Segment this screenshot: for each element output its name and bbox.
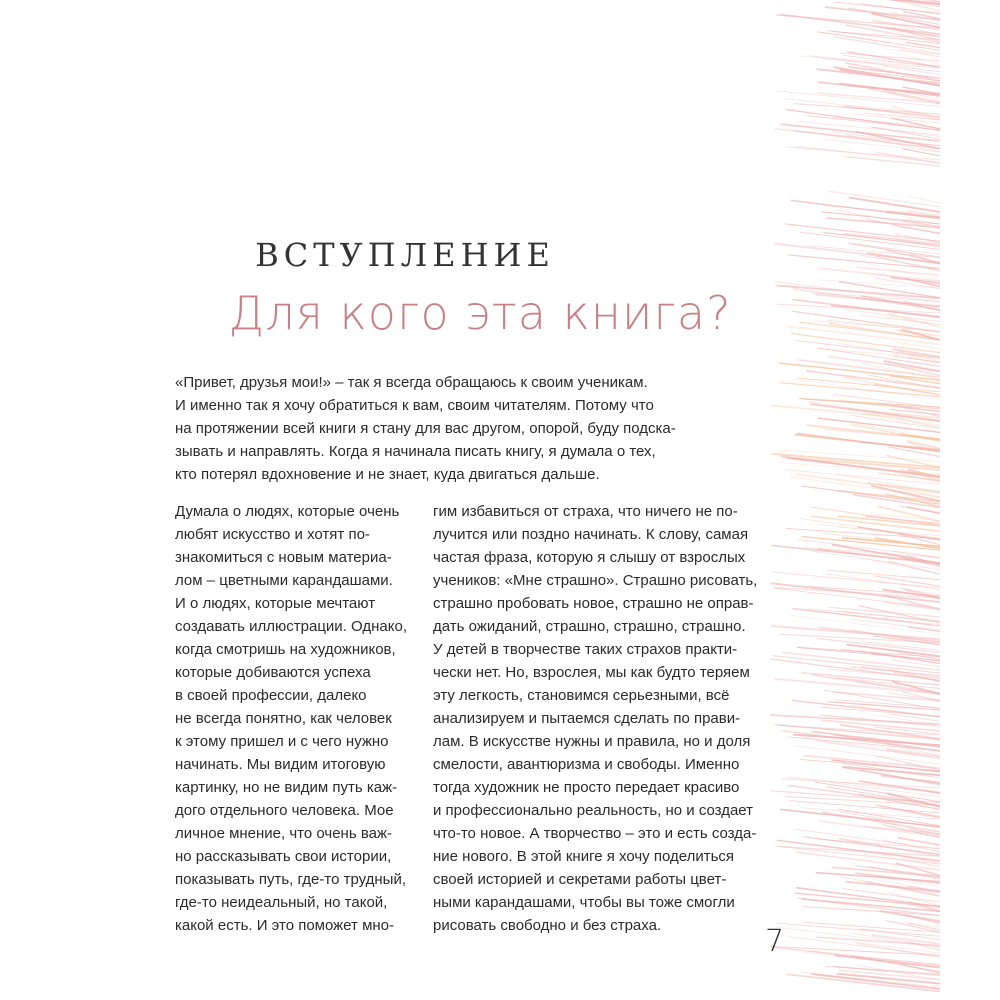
text-line: что-то новое. А творчество – это и есть созда- xyxy=(433,825,757,842)
text-line: когда смотришь на художников, xyxy=(175,641,396,658)
text-line: лам. В искусстве нужны и правила, но и доля xyxy=(433,733,751,750)
text-line: анализируем и пытаемся сделать по прави- xyxy=(433,710,741,727)
text-line: личное мнение, что очень важ- xyxy=(175,825,392,842)
text-line: любят искусство и хотят по- xyxy=(175,526,370,543)
right-column xyxy=(433,500,795,937)
text-line: кто потерял вдохновение и не знает, куда двигаться дальше. xyxy=(175,466,600,483)
text-line: картинку, но не видим путь каж- xyxy=(175,779,398,796)
text-line: которые добиваются успеха xyxy=(175,664,371,681)
text-line: какой есть. И это поможет мно- xyxy=(175,917,395,934)
text-line: чески нет. Но, взрослея, мы как будто теряем xyxy=(433,664,750,681)
text-line: ными карандашами, чтобы вы тоже смогли xyxy=(433,894,735,911)
text-line: «Привет, друзья мои!» – так я всегда обращаюсь к своим ученикам. xyxy=(175,374,648,391)
page-number: 7 xyxy=(765,924,785,959)
text-line: показывать путь, где-то трудный, xyxy=(175,871,407,888)
text-line: создавать иллюстрации. Однако, xyxy=(175,618,407,635)
text-line: где-то неидеальный, но такой, xyxy=(175,894,388,911)
left-column xyxy=(175,500,415,937)
text-line: тогда художник не просто передает красиво xyxy=(433,779,740,796)
text-line: своей историей и секретами работы цвет- xyxy=(433,871,727,888)
text-line: лучится или поздно начинать. К слову, самая xyxy=(433,526,749,543)
text-line: к этому пришел и с чего нужно xyxy=(175,733,389,750)
text-line: дать ожиданий, страшно, страшно, страшно. xyxy=(433,618,746,635)
page-title: Для кого эта книга? xyxy=(228,286,732,340)
text-line: рисовать свободно и без страха. xyxy=(433,917,662,934)
text-line: эту легкость, становимся серьезными, всё xyxy=(433,687,730,704)
text-line: ние нового. В этой книге я хочу поделиться xyxy=(433,848,735,865)
text-line: смелости, авантюризма и свободы. Именно xyxy=(433,756,740,773)
text-line: и профессионально реальность, но и создает xyxy=(433,802,754,819)
text-line: гим избавиться от страха, что ничего не по- xyxy=(433,503,738,520)
text-line: лом – цветными карандашами. xyxy=(175,572,393,589)
text-line: в своей профессии, далеко xyxy=(175,687,367,704)
text-line: дого отдельного человека. Мое xyxy=(175,802,394,819)
text-line: знакомиться с новым материа- xyxy=(175,549,392,566)
text-line: зывать и направлять. Когда я начинала писать книгу, я думала о тех, xyxy=(175,443,656,460)
text-line: начинать. Мы видим итоговую xyxy=(175,756,386,773)
text-line: не всегда понятно, как человек xyxy=(175,710,392,727)
book-page xyxy=(60,0,940,1000)
intro-paragraph xyxy=(175,371,725,486)
text-line: на протяжении всей книги я стану для вас другом, опорой, буду подска- xyxy=(175,420,676,437)
text-line: Думала о людях, которые очень xyxy=(175,503,400,520)
text-line: У детей в творчестве таких страхов практи- xyxy=(433,641,738,658)
text-line: И о людях, которые мечтают xyxy=(175,595,376,612)
text-line: И именно так я хочу обратиться к вам, своим читателям. Потому что xyxy=(175,397,654,414)
text-line: частая фраза, которую я слышу от взрослых xyxy=(433,549,746,566)
text-line: учеников: «Мне страшно». Страшно рисовать, xyxy=(433,572,758,589)
text-line: но рассказывать свои истории, xyxy=(175,848,392,865)
section-label: ВСТУПЛЕНИЕ xyxy=(255,236,555,274)
text-line: страшно пробовать новое, страшно не оправ- xyxy=(433,595,754,612)
